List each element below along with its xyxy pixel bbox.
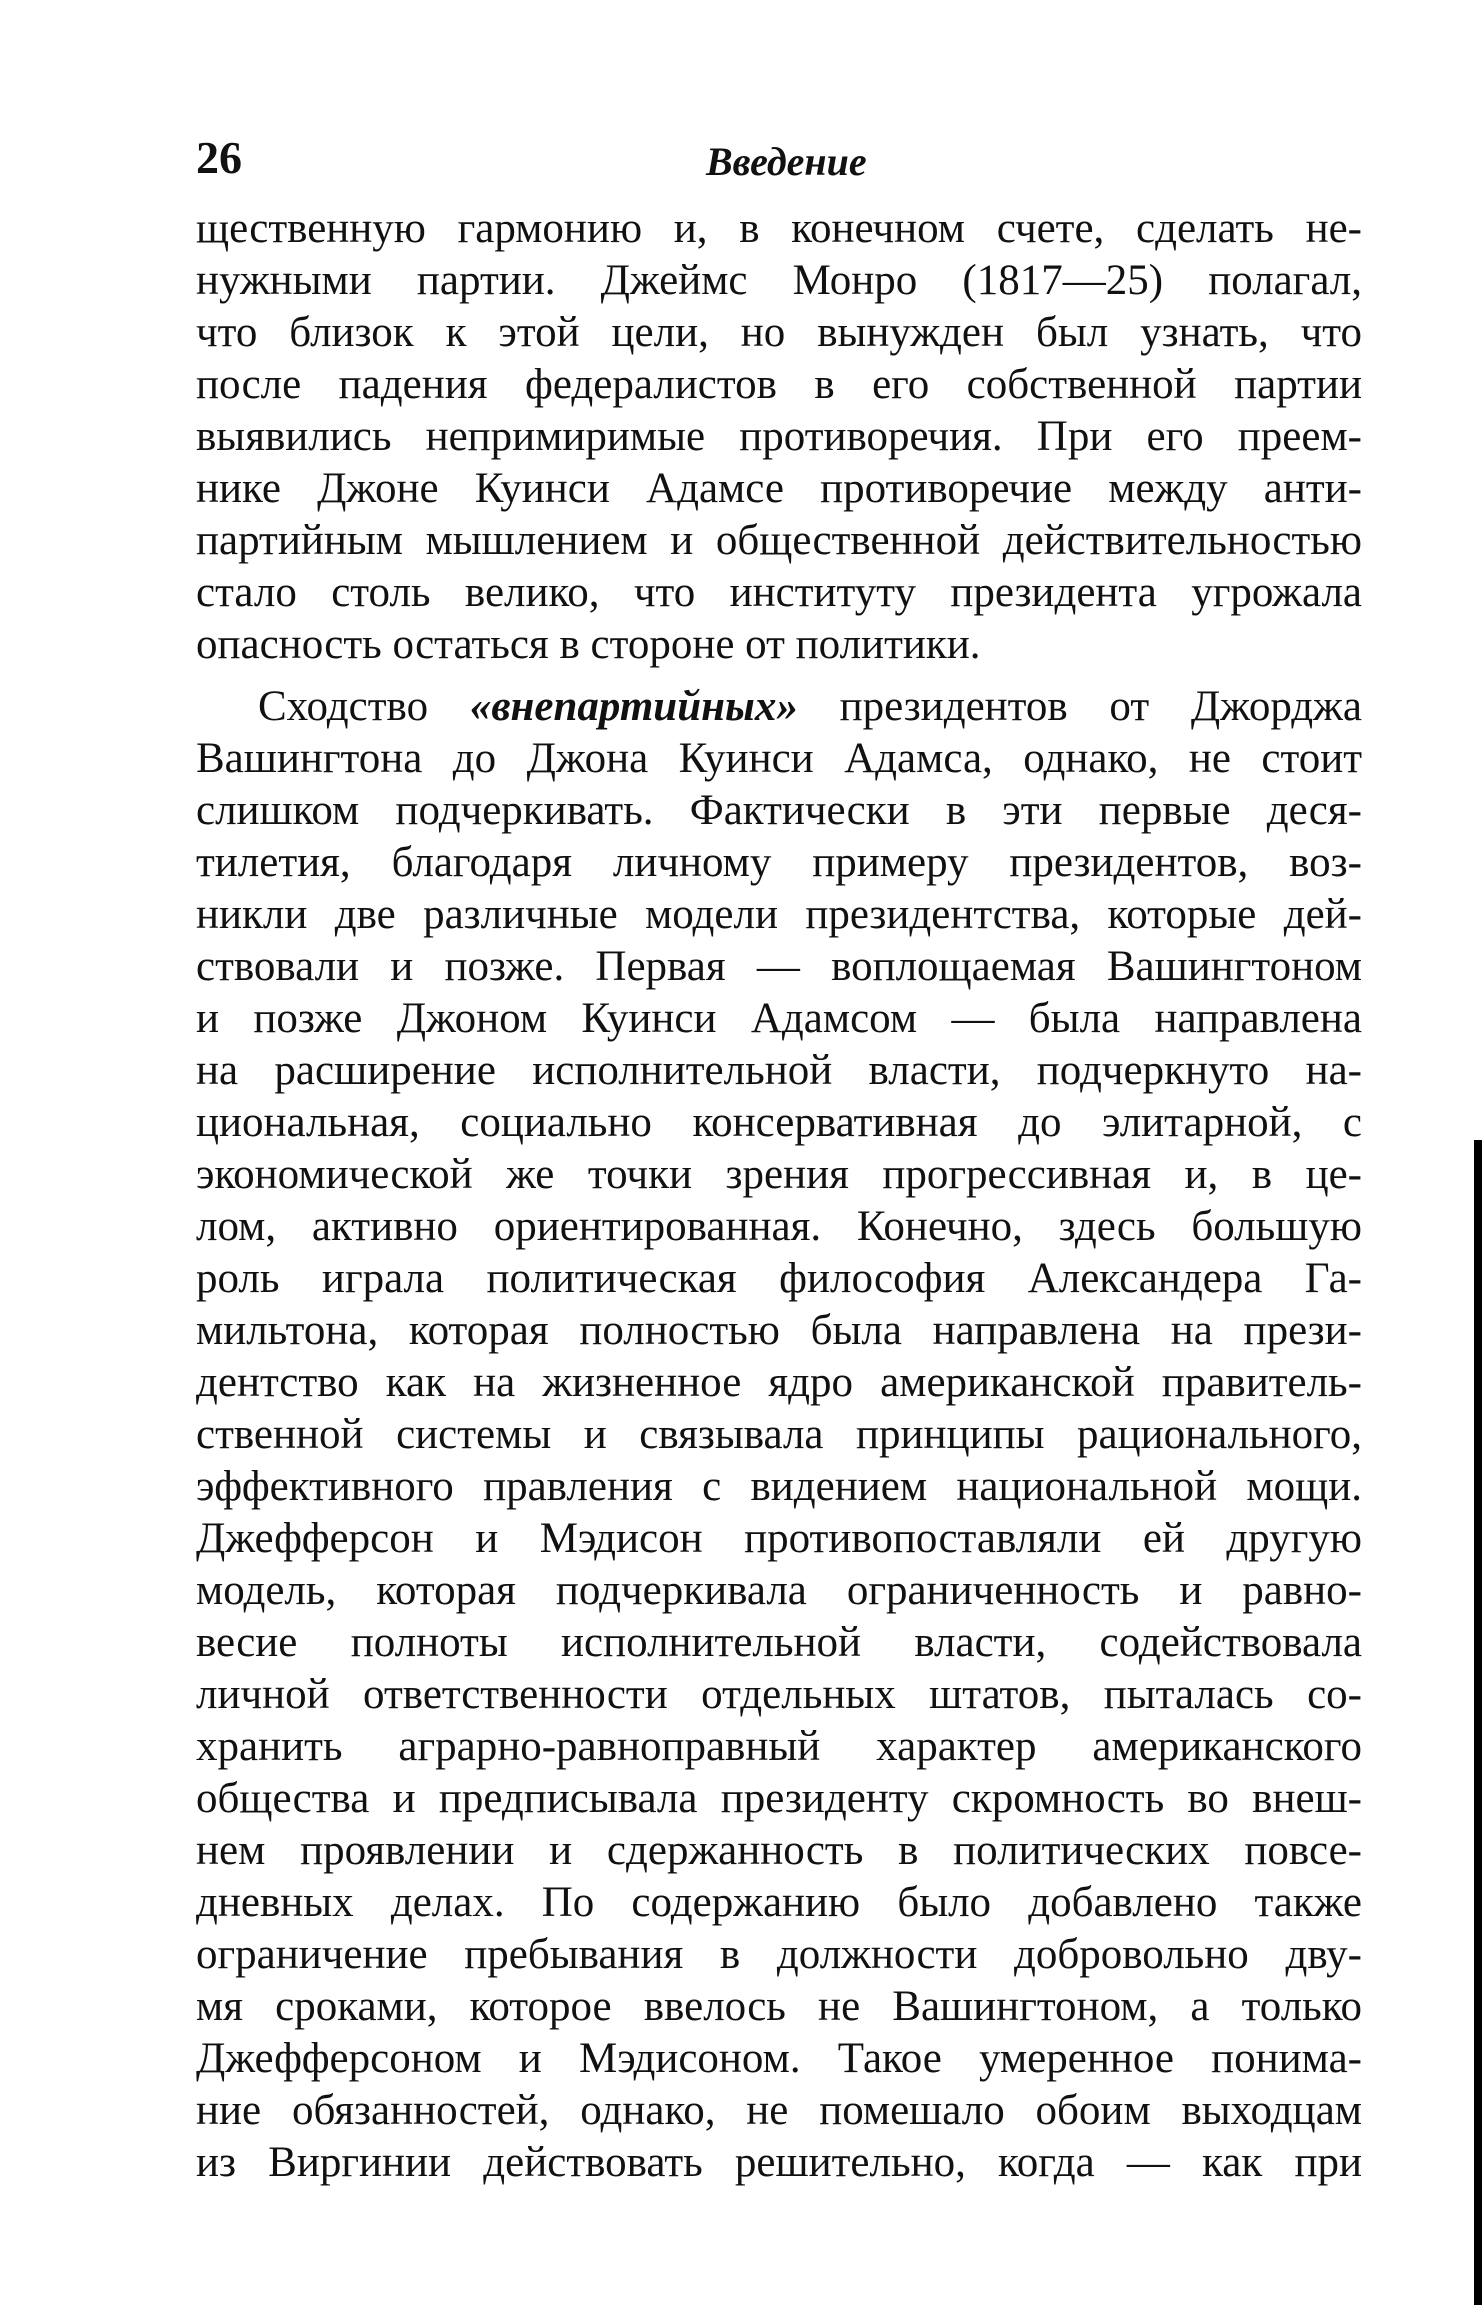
text-line: лом, активно ориентированная. Конечно, здесь большую bbox=[196, 1203, 1362, 1250]
text-line: Джефферсоном и Мэдисоном. Такое умеренное понима- bbox=[196, 2035, 1362, 2082]
text-line: мя сроками, которое ввелось не Вашингтоном, а только bbox=[196, 1983, 1362, 2030]
text-line: нем проявлении и сдержанность в политических повсе- bbox=[196, 1827, 1362, 1874]
text-line: роль играла политическая философия Александера Га- bbox=[196, 1255, 1362, 1302]
text-line: хранить аграрно-равноправный характер американского bbox=[196, 1723, 1362, 1770]
text-line: после падения федералистов в его собственной партии bbox=[196, 361, 1362, 408]
text-line: нике Джоне Куинси Адамсе противоречие между анти- bbox=[196, 465, 1362, 512]
text-line: весие полноты исполнительной власти, содействовала bbox=[196, 1619, 1362, 1666]
running-head bbox=[196, 128, 1386, 188]
scan-edge-shadow bbox=[1474, 1140, 1482, 2305]
text-line: и позже Джоном Куинси Адамсом — была направлена bbox=[196, 995, 1362, 1042]
page-number: 26 bbox=[196, 132, 242, 183]
text-line: дневных делах. По содержанию было добавлено также bbox=[196, 1879, 1362, 1926]
text-line: ственной системы и связывала принципы рационального, bbox=[196, 1411, 1362, 1458]
text-line: Джефферсон и Мэдисон противопоставляли ей другую bbox=[196, 1515, 1362, 1562]
text-line: циональная, социально консервативная до элитарной, с bbox=[196, 1099, 1362, 1146]
text-line: дентство как на жизненное ядро американской правитель- bbox=[196, 1359, 1362, 1406]
text-line: ние обязанностей, однако, не помешало обоим выходцам bbox=[196, 2087, 1362, 2134]
text-line: Вашингтона до Джона Куинси Адамса, однако, не стоит bbox=[196, 735, 1362, 782]
text-line: ограничение пребывания в должности добровольно дву- bbox=[196, 1931, 1362, 1978]
text-line: выявились непримиримые противоречия. При его преем- bbox=[196, 413, 1362, 460]
text-line: тилетия, благодаря личному примеру президентов, воз- bbox=[196, 839, 1362, 886]
text-fragment: Сходство bbox=[258, 683, 470, 730]
text-line: ствовали и позже. Первая — воплощаемая Вашингтоном bbox=[196, 943, 1362, 990]
text-line: общества и предписывала президенту скромность во внеш- bbox=[196, 1775, 1362, 1822]
paragraph bbox=[196, 203, 1362, 671]
text-line: модель, которая подчеркивала ограниченность и равно- bbox=[196, 1567, 1362, 1614]
text-fragment: президентов от Джорджа bbox=[797, 683, 1362, 730]
text-line: из Виргинии действовать решительно, когда — как при bbox=[196, 2139, 1362, 2186]
section-title: Введение bbox=[706, 139, 867, 184]
text-line: партийным мышлением и общественной действительностью bbox=[196, 517, 1362, 564]
emphasized-term: «внепартийных» bbox=[469, 683, 798, 730]
text-line: на расширение исполнительной власти, подчеркнуто на- bbox=[196, 1047, 1362, 1094]
text-line: слишком подчеркивать. Фактически в эти первые деся- bbox=[196, 787, 1362, 834]
paragraph bbox=[196, 681, 1362, 2189]
text-line: что близок к этой цели, но вынужден был узнать, что bbox=[196, 309, 1362, 356]
text-line bbox=[196, 681, 1362, 733]
text-line: щественную гармонию и, в конечном счете, сделать не- bbox=[196, 205, 1362, 252]
text-line: никли две различные модели президентства, которые дей- bbox=[196, 891, 1362, 938]
text-line: мильтона, которая полностью была направлена на прези- bbox=[196, 1307, 1362, 1354]
text-line: опасность остаться в стороне от политики. bbox=[196, 621, 981, 668]
text-line: эффективного правления с видением национальной мощи. bbox=[196, 1463, 1362, 1510]
text-line: нужными партии. Джеймс Монро (1817—25) полагал, bbox=[196, 257, 1362, 304]
body-text bbox=[196, 203, 1362, 2189]
text-line: экономической же точки зрения прогрессивная и, в це- bbox=[196, 1151, 1362, 1198]
text-line: личной ответственности отдельных штатов, пыталась со- bbox=[196, 1671, 1362, 1718]
text-line: стало столь велико, что институту президента угрожала bbox=[196, 569, 1362, 616]
